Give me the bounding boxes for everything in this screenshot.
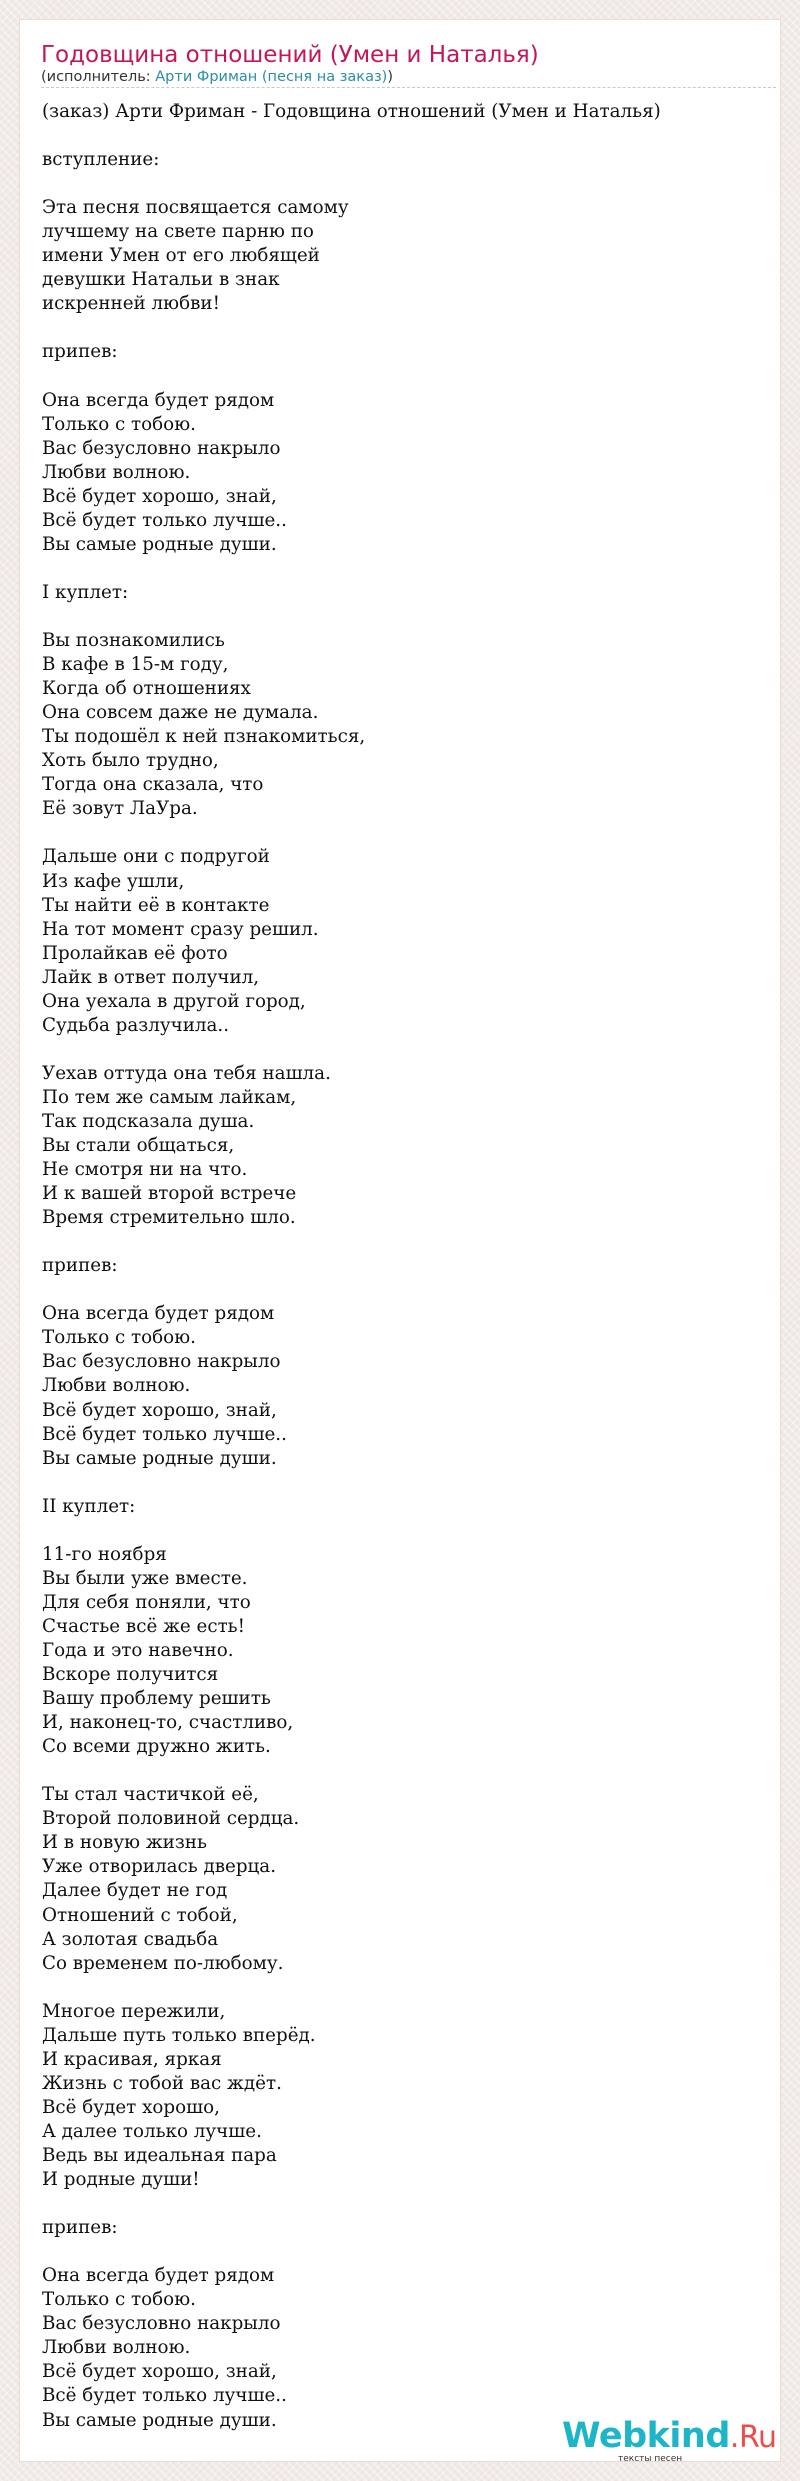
artist-link[interactable]: Арти Фриман (песня на заказ) — [155, 69, 388, 85]
lyrics-card — [20, 20, 780, 2461]
logo-tagline: тексты песен — [618, 2454, 683, 2464]
lyrics-text: (заказ) Арти Фриман - Годовщина отношений (Умен и Наталья) вступление: Эта песня посвящается самому лучшему на свете парню по имени Умен от его любящей девушки Натальи в знак искренней любви! припев: Она всегда будет рядом Только с тобою. Вас безусловно накрыло Любви волною. Всё будет хорошо, знай, Всё будет только лучше.. Вы самые родные души. I куплет: Вы познакомились В кафе в 15-м году, Когда об отношениях Она совсем даже не думала. Ты подошёл к ней пзнакомиться, Хоть было трудно, Тогда она сказала, что Её зовут ЛаУра. Дальше они с подругой Из кафе ушли, Ты найти её в контакте На тот момент сразу решил. Пролайкав её фото Лайк в ответ получил, Она уехала в другой город, Судьба разлучила.. Уехав оттуда она тебя нашла. По тем же самым лайкам, Так подсказала душа. Вы стали общаться, Не смотря ни на что. И к вашей второй встрече Время стремительно шло. припев: Она всегда будет рядом Только с тобою. Вас безусловно накрыло Любви волною. Всё будет хорошо, знай, Всё будет только лучше.. Вы самые родные души. II куплет: 11-го ноября Вы были уже вместе. Для себя поняли, что Счастье всё же есть! Года и это навечно. Вскоре получится Вашу проблему решить И, наконец-то, счастливо, Со всеми дружно жить. Ты стал частичкой её, Второй половиной сердца. И в новую жизнь Уже отворилась дверца. Далее будет не год Отношений с тобой, А золотая свадьба Со временем по-любому. Многое пережили, Дальше путь только вперёд. И красивая, яркая Жизнь с тобой вас ждёт. Всё будет хорошо, А далее только лучше. Ведь вы идеальная пара И родные души! припев: Она всегда будет рядом Только с тобою. Вас безусловно накрыло Любви волною. Всё будет хорошо, знай, Всё будет только лучше.. Вы самые родные души. — [42, 101, 661, 2431]
logo-tld: .Ru — [729, 2420, 777, 2455]
webkind-logo[interactable] — [562, 2415, 777, 2467]
artist-suffix: ) — [387, 69, 393, 85]
song-title: Годовщина отношений (Умен и Наталья) — [41, 42, 539, 68]
artist-prefix: (исполнитель: — [41, 69, 156, 85]
logo-main-text: Webkind — [562, 2416, 730, 2456]
logo-wordmark — [562, 2415, 776, 2459]
artist-line — [41, 69, 776, 88]
